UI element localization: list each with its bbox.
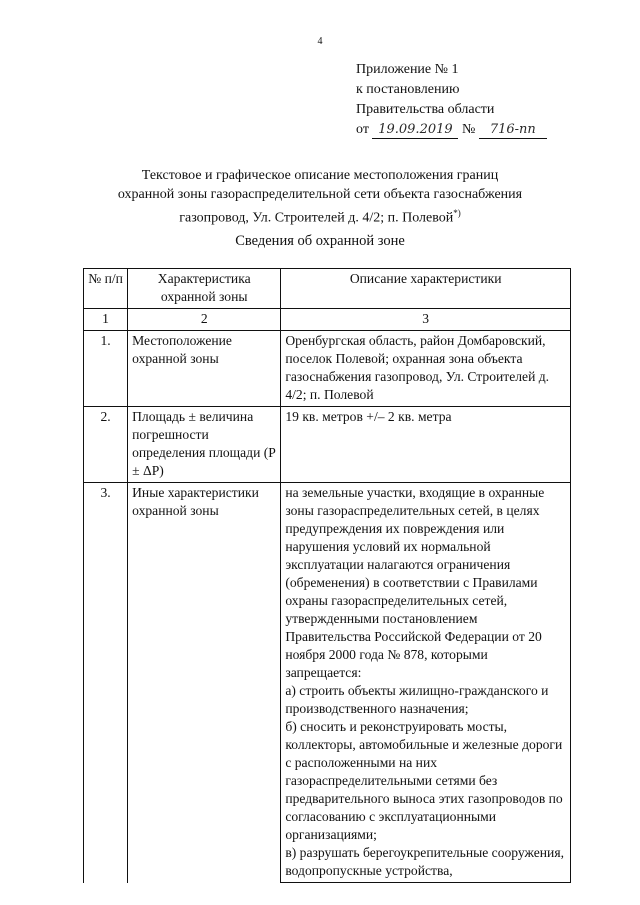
row-characteristic: Местоположение охранной зоны [128, 331, 281, 407]
section-title: Сведения об охранной зоне [235, 233, 405, 249]
appendix-date-line [356, 120, 547, 140]
row-description-intro: на земельные участки, входящие в охранные зоны газораспределительных сетей, в целях предупреждения их повреждения или нарушения условий их нормальной эксплуатации налагаются ограничения (обременения) в соответствии с Правилами охраны газораспределительных сетей, утвержденными постановлением Правительства Российской Федерации от 20 ноября 2000 года № 878, которыми запрещается: [285, 485, 545, 680]
title-line-3 [80, 204, 560, 228]
appendix-line-3: Правительства области [356, 102, 495, 117]
handwritten-number: 716-пп [479, 122, 547, 139]
appendix-line-2: к постановлению [356, 82, 460, 97]
appendix-line-1: Приложение № 1 [356, 62, 459, 77]
restriction-item-b: б) сносить и реконструировать мосты, коллекторы, автомобильные и железные дороги с расположенными на них газораспределительными сетями без предварительного выноса этих газопроводов по согласованию с эксплуатационными организациями; [285, 719, 563, 842]
page-number: 4 [317, 36, 323, 47]
row-number: 1. [84, 331, 128, 407]
row-description: 19 кв. метров +/– 2 кв. метра [281, 407, 571, 483]
row-number: 3. [84, 483, 128, 883]
title-line-1: Текстовое и графическое описание местоположения границ [141, 168, 499, 183]
row-description [281, 483, 571, 883]
appendix-block [356, 60, 547, 140]
table-row [84, 331, 571, 407]
table-index-row [84, 309, 571, 331]
index-cell-3: 3 [281, 309, 571, 331]
row-number: 2. [84, 407, 128, 483]
index-cell-1: 1 [84, 309, 128, 331]
table-row [84, 483, 571, 883]
header-num: № п/п [84, 269, 128, 309]
handwritten-date: 19.09.2019 [372, 122, 458, 139]
footnote-mark: *) [453, 208, 461, 218]
document-title [80, 166, 560, 228]
date-prefix: от [356, 122, 369, 137]
header-description: Описание характеристики [281, 269, 571, 309]
restriction-item-a: а) строить объекты жилищно-гражданского и производственного назначения; [285, 683, 549, 716]
row-description: Оренбургская область, район Домбаровский, поселок Полевой; охранная зона объекта газоснабжения газопровод, Ул. Строителей д. 4/2; п. Полевой [281, 331, 571, 407]
zone-info-table [83, 268, 571, 883]
row-characteristic: Площадь ± величина погрешности определения площади (P ± ΔP) [128, 407, 281, 483]
title-line-3-text: газопровод, Ул. Строителей д. 4/2; п. Полевой [179, 210, 454, 226]
number-prefix: № [461, 122, 476, 137]
index-cell-2: 2 [128, 309, 281, 331]
row-characteristic: Иные характеристики охранной зоны [128, 483, 281, 883]
restriction-item-c: в) разрушать берегоукрепительные сооружения, водопропускные устройства, [285, 845, 564, 878]
title-line-2: охранной зоны газораспределительной сети объекта газоснабжения [117, 187, 523, 202]
table-row [84, 407, 571, 483]
header-characteristic: Характеристика охранной зоны [128, 269, 281, 309]
table-header-row [84, 269, 571, 309]
